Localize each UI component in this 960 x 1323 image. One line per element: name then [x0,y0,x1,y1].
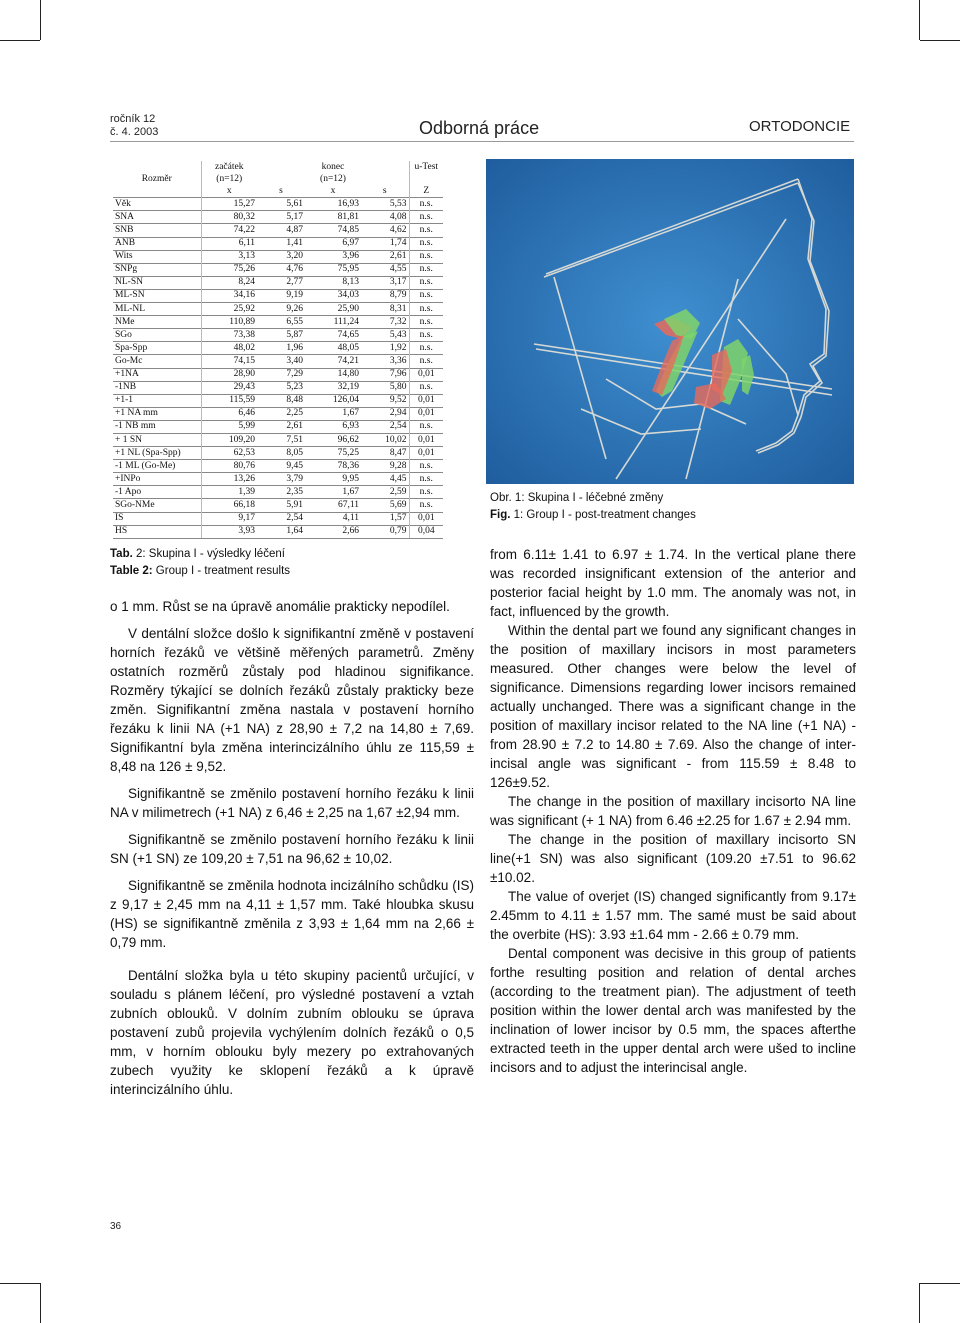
table-cell: 4,62 [361,224,409,237]
row-label: -1 Apo [113,486,201,499]
table-cell: n.s. [409,211,443,224]
table-cell: 2,77 [257,276,305,289]
table-row [113,316,443,329]
header-rule [110,141,854,142]
table-header-cell [361,161,409,173]
table-row [113,407,443,420]
table-cell: 4,08 [361,211,409,224]
paragraph: from 6.11± 1.41 to 6.97 ± 1.74. In the vertical plane there was recorded insignificant extension of the anterior and posterior facial height by 1.0 mm. The anomaly was not, in fact, influenced by the growth. [490,547,856,619]
table-header-row [113,161,443,173]
table-cell: n.s. [409,303,443,316]
table-cell: 9,28 [361,460,409,473]
table-row [113,473,443,486]
row-label: SGo-NMe [113,499,201,512]
table-header-cell: x [330,185,336,196]
table-cell: n.s. [409,198,443,211]
table-caption-cz: Tab. 2: Skupina I - výsledky léčení [110,548,285,560]
table-cell: 6,55 [257,316,305,329]
table-cell: 2,54 [257,512,305,525]
table-cell: 29,43 [201,381,257,394]
row-label: +1 NA mm [113,407,201,420]
paragraph: The value of overjet (IS) changed significantly from 9.17± 2.45mm to 4.11 ± 1.57 mm. The samé must be said about the overbite (HS): 3.93 ±1.64 mm - 2.66 ± 0.79 mm. [490,889,856,942]
table-row [113,512,443,525]
table-cell: 4,87 [257,224,305,237]
row-label: -1 NB mm [113,420,201,433]
table-cell: 7,32 [361,316,409,329]
table-cell: 62,53 [201,447,257,460]
table-cell: 75,26 [201,263,257,276]
table-header-cell: Z [409,185,443,198]
table-cell: 15,27 [201,198,257,211]
table-cell: 3,20 [257,250,305,263]
figure-caption-cz: Obr. 1: Skupina I - léčebné změny [490,492,664,504]
table-cell: 14,80 [305,368,361,381]
table-cell: 8,13 [305,276,361,289]
row-label: + 1 SN [113,433,201,446]
table-cell: n.s. [409,263,443,276]
table-cell: 5,99 [201,420,257,433]
paragraph: The change in the position of maxillary incisorto NA line was significant (+ 1 NA) from 6.46 ±2.25 for 1.67 ± 2.94 mm. [490,794,856,828]
table-header-cell: začátek [201,161,257,173]
table-header-cell [113,185,201,198]
table-row [113,329,443,342]
section-title: Odborná práce [419,118,540,138]
crop-mark [920,40,960,41]
paragraph: Dentální složka byla u této skupiny pacientů určující, v souladu s plánem léčení, pro výsledné postavení a vztah zubních oblouků. V dolním zubním oblouku se úprava postavení zubů projevila vychýlením dolních řezáků o 0,5 mm, v horním oblouku byly mezery po extrahovaných zubech využity ke sklopení řezáků a k úpravě interincizálního úhlu. [110,968,474,1097]
table-header-cell [409,173,443,185]
table-cell: 74,21 [305,355,361,368]
table-cell: n.s. [409,329,443,342]
volume-label: ročník 12 [110,113,156,125]
table-cell: 2,61 [257,420,305,433]
table-cell: 96,62 [305,433,361,446]
table-cell: 0,79 [361,525,409,538]
table-header-cell: (n=12) [320,173,346,184]
table-cell: 0,04 [409,525,443,538]
table-cell: 32,19 [305,381,361,394]
table-cell: 0,01 [409,407,443,420]
table-cell: 109,20 [201,433,257,446]
table-cell: 74,85 [305,224,361,237]
table-row [113,433,443,446]
table-caption-en: Table 2: Group I - treatment results [110,565,291,577]
table-cell: 16,93 [305,198,361,211]
paragraph: Dental component was decisive in this group of patients forthe resulting position and relation of dental arches (according to the treatment pian). The adjustment of teeth position within the lower dental arch was manifested by the inclination of lower incisor by 0.5 mm, the spaces afterthe extracted teeth in the upper dental arch were ušed to incline incisors and to adjust the interincisal angle. [490,946,856,1075]
row-label: +INPo [113,473,201,486]
figure-caption [490,490,696,524]
table-cell: n.s. [409,355,443,368]
row-label: +1NA [113,368,201,381]
table-row [113,355,443,368]
table-caption [110,546,290,580]
paragraph: Signifikantně se změnila hodnota incizálního schůdku (IS) z 9,17 ± 2,45 mm na 4,11 ± 1,57 mm. Také hloubka skusu (HS) se signifikantně změnila z 3,93 ± 1,64 mm na 2,66 ± 0,79 mm. [110,878,474,950]
table-cell: 80,32 [201,211,257,224]
table-row [113,394,443,407]
table-row [113,289,443,302]
cephalometric-figure [486,159,854,484]
paragraph: Signifikantně se změnilo postavení horního řezáku k linii SN (+1 SN) ze 109,20 ± 7,51 na 96,62 ± 10,02. [110,832,474,866]
table-cell: 3,96 [305,250,361,263]
crop-mark [40,0,41,40]
paragraph: o 1 mm. Růst se na úpravě anomálie prakticky nepodílel. [110,599,450,614]
table-cell: 2,66 [305,525,361,538]
row-label: -1 ML (Go-Me) [113,460,201,473]
table-cell: 2,59 [361,486,409,499]
table-cell: 81,81 [305,211,361,224]
table-cell: 2,35 [257,486,305,499]
table-cell: 1,64 [257,525,305,538]
row-label: NMe [113,316,201,329]
row-label: SNPg [113,263,201,276]
table-cell: 8,48 [257,394,305,407]
row-label: ML-SN [113,289,201,302]
table-cell: 111,24 [305,316,361,329]
crop-mark [919,1283,920,1323]
table-cell: 66,18 [201,499,257,512]
table-cell: 3,40 [257,355,305,368]
table-cell: 10,02 [361,433,409,446]
english-body-column [490,545,856,1077]
table-header-cell [257,173,305,185]
table-cell: 8,47 [361,447,409,460]
table-cell: n.s. [409,224,443,237]
table-cell: 5,23 [257,381,305,394]
row-label: -1NB [113,381,201,394]
page-number: 36 [110,1221,122,1232]
table-cell: 5,53 [361,198,409,211]
row-label: +1 NL (Spa-Spp) [113,447,201,460]
row-label: +1-1 [113,394,201,407]
table-header-cell: (n=12) [201,173,257,185]
table-row [113,499,443,512]
table-cell: 34,03 [305,289,361,302]
table-cell: 28,90 [201,368,257,381]
table-row [113,303,443,316]
table-cell: 1,41 [257,237,305,250]
table-cell: 6,46 [201,407,257,420]
table-row [113,420,443,433]
table-cell: 1,57 [361,512,409,525]
table-cell: 9,45 [257,460,305,473]
table-row [113,198,443,211]
row-label: Věk [113,198,201,211]
table-cell: 5,80 [361,381,409,394]
crop-mark [0,1283,40,1284]
row-label: Go-Mc [113,355,201,368]
results-table [113,161,443,539]
table-header-cell: Rozměr [141,173,172,184]
table-cell: 7,96 [361,368,409,381]
table-cell: n.s. [409,381,443,394]
row-label: NL-SN [113,276,201,289]
table-row [113,263,443,276]
table-cell: 2,61 [361,250,409,263]
tracing-image [486,159,854,484]
table-header-cell: u-Test [409,161,443,173]
table-cell: 115,59 [201,394,257,407]
table-cell: 9,52 [361,394,409,407]
table-cell: 73,38 [201,329,257,342]
figure-caption-en: Fig. 1: Group I - post-treatment changes [490,509,696,521]
table-cell: 0,01 [409,394,443,407]
paragraph: Signifikantně se změnilo postavení horního řezáku k linii NA v milimetrech (+1 NA) z 6,46 ± 2,25 na 1,67 ±2,94 mm. [110,786,474,820]
table-cell: 3,79 [257,473,305,486]
table-header-row [113,173,443,185]
table-cell: n.s. [409,342,443,355]
table-cell: 5,87 [257,329,305,342]
table-cell: 0,01 [409,447,443,460]
table-cell: 1,67 [305,407,361,420]
table-cell: 2,25 [257,407,305,420]
row-label: SNA [113,211,201,224]
table-cell: 3,36 [361,355,409,368]
table-cell: 1,96 [257,342,305,355]
table-cell: 1,74 [361,237,409,250]
table-cell: n.s. [409,289,443,302]
table-cell: 126,04 [305,394,361,407]
table-row [113,250,443,263]
table-cell: n.s. [409,499,443,512]
row-label: IS [113,512,201,525]
table-cell: 74,65 [305,329,361,342]
table-cell: n.s. [409,276,443,289]
table-cell: n.s. [409,237,443,250]
table-cell: 48,02 [201,342,257,355]
issue-label: č. 4. 2003 [110,126,159,138]
table-cell: 4,76 [257,263,305,276]
table-row [113,211,443,224]
row-label: SGo [113,329,201,342]
table-row [113,447,443,460]
table-cell: 25,92 [201,303,257,316]
paragraph: The change in the position of maxillary incisorto SN line(+1 SN) was also significant (109.20 ±7.51 to 96.62 ±10.02. [490,832,856,885]
table-cell: 8,31 [361,303,409,316]
crop-mark [40,1283,41,1323]
table-header-cell [113,161,201,173]
paragraph: Within the dental part we found any significant changes in the position of maxillary incisors in most parameters measured. Other changes were below the level of significance. Dimensions regarding lower incisors remained actually unchanged. There was a significant change in the position of maxillary incisor related to the NA line (+1 NA) - from 28.90 ± 7.2 to 14.80 ± 7.69. Also the change of inter-incisal angle was significant - from 115.59 ± 8.48 to 126±9.52. [490,623,856,790]
table-cell: 6,11 [201,237,257,250]
table-cell: 4,55 [361,263,409,276]
table-cell: 9,19 [257,289,305,302]
table-cell: 8,24 [201,276,257,289]
topic-title: ORTODONCIE [749,118,851,135]
table-header-cell [257,161,305,173]
table-cell: 74,22 [201,224,257,237]
row-label: Wits [113,250,201,263]
table-header-cell: konec [321,161,345,172]
czech-body-column [110,597,474,1099]
table-cell: n.s. [409,473,443,486]
table-cell: n.s. [409,316,443,329]
table-row [113,486,443,499]
table-header-cell [361,173,409,185]
running-header-issue [110,113,158,139]
table-cell: 25,90 [305,303,361,316]
table-cell: 4,11 [305,512,361,525]
table-cell: 2,94 [361,407,409,420]
table-cell: 34,16 [201,289,257,302]
table-header-row [113,185,443,198]
table-row [113,525,443,538]
table-cell: 6,93 [305,420,361,433]
table-cell: 0,01 [409,512,443,525]
table-cell: 75,25 [305,447,361,460]
table-cell: 5,17 [257,211,305,224]
table-cell: 5,43 [361,329,409,342]
table-cell: 5,61 [257,198,305,211]
table-cell: 9,17 [201,512,257,525]
table-cell: 8,79 [361,289,409,302]
table-row [113,224,443,237]
table-cell: 2,54 [361,420,409,433]
table-cell: 75,95 [305,263,361,276]
table-cell: 110,89 [201,316,257,329]
table-cell: 4,45 [361,473,409,486]
table-cell: 80,76 [201,460,257,473]
crop-mark [0,40,40,41]
table-cell: 67,11 [305,499,361,512]
table-header-cell: x [201,185,257,198]
table-cell: 7,29 [257,368,305,381]
table-cell: 1,67 [305,486,361,499]
table-header-cell: s [279,185,283,196]
table-cell: 1,39 [201,486,257,499]
table-cell: 78,36 [305,460,361,473]
table-cell: 7,51 [257,433,305,446]
table-header-cell: s [382,185,387,196]
row-label: HS [113,525,201,538]
row-label: ANB [113,237,201,250]
table-cell: 3,93 [201,525,257,538]
table-cell: n.s. [409,460,443,473]
paragraph: V dentální složce došlo k signifikantní změně v postavení horních řezáků ve většině měřených parametrů. Změny ostatních rozměrů zůstaly pod hladinou signifikance. Rozměry týkající se dolních řezáků zůstaly prakticky beze změn. Signifikantní změna nastala v postavení horního řezáku k linii NA (+1 NA) z 28,90 ± 7,2 na 14,80 ± 7,69. Signifikantní byla změna interincizálního úhlu ze 115,59 ± 8,48 na 126 ± 9,52. [110,626,474,774]
crop-mark [920,1283,960,1284]
table-cell: 1,92 [361,342,409,355]
table-cell: 5,91 [257,499,305,512]
table-cell: n.s. [409,250,443,263]
table-cell: 5,69 [361,499,409,512]
table-cell: 13,26 [201,473,257,486]
table-cell: n.s. [409,420,443,433]
table-row [113,237,443,250]
table-cell: 3,17 [361,276,409,289]
table-row [113,460,443,473]
table-row [113,381,443,394]
table-cell: n.s. [409,486,443,499]
table-cell: 74,15 [201,355,257,368]
table-cell: 0,01 [409,433,443,446]
row-label: Spa-Spp [113,342,201,355]
table-cell: 8,05 [257,447,305,460]
crop-mark [919,0,920,40]
row-label: ML-NL [113,303,201,316]
table-row [113,368,443,381]
table-cell: 6,97 [305,237,361,250]
table-cell: 0,01 [409,368,443,381]
table-cell: 9,95 [305,473,361,486]
table-row [113,342,443,355]
table-cell: 48,05 [305,342,361,355]
table-cell: 3,13 [201,250,257,263]
row-label: SNB [113,224,201,237]
table-row [113,276,443,289]
table-cell: 9,26 [257,303,305,316]
